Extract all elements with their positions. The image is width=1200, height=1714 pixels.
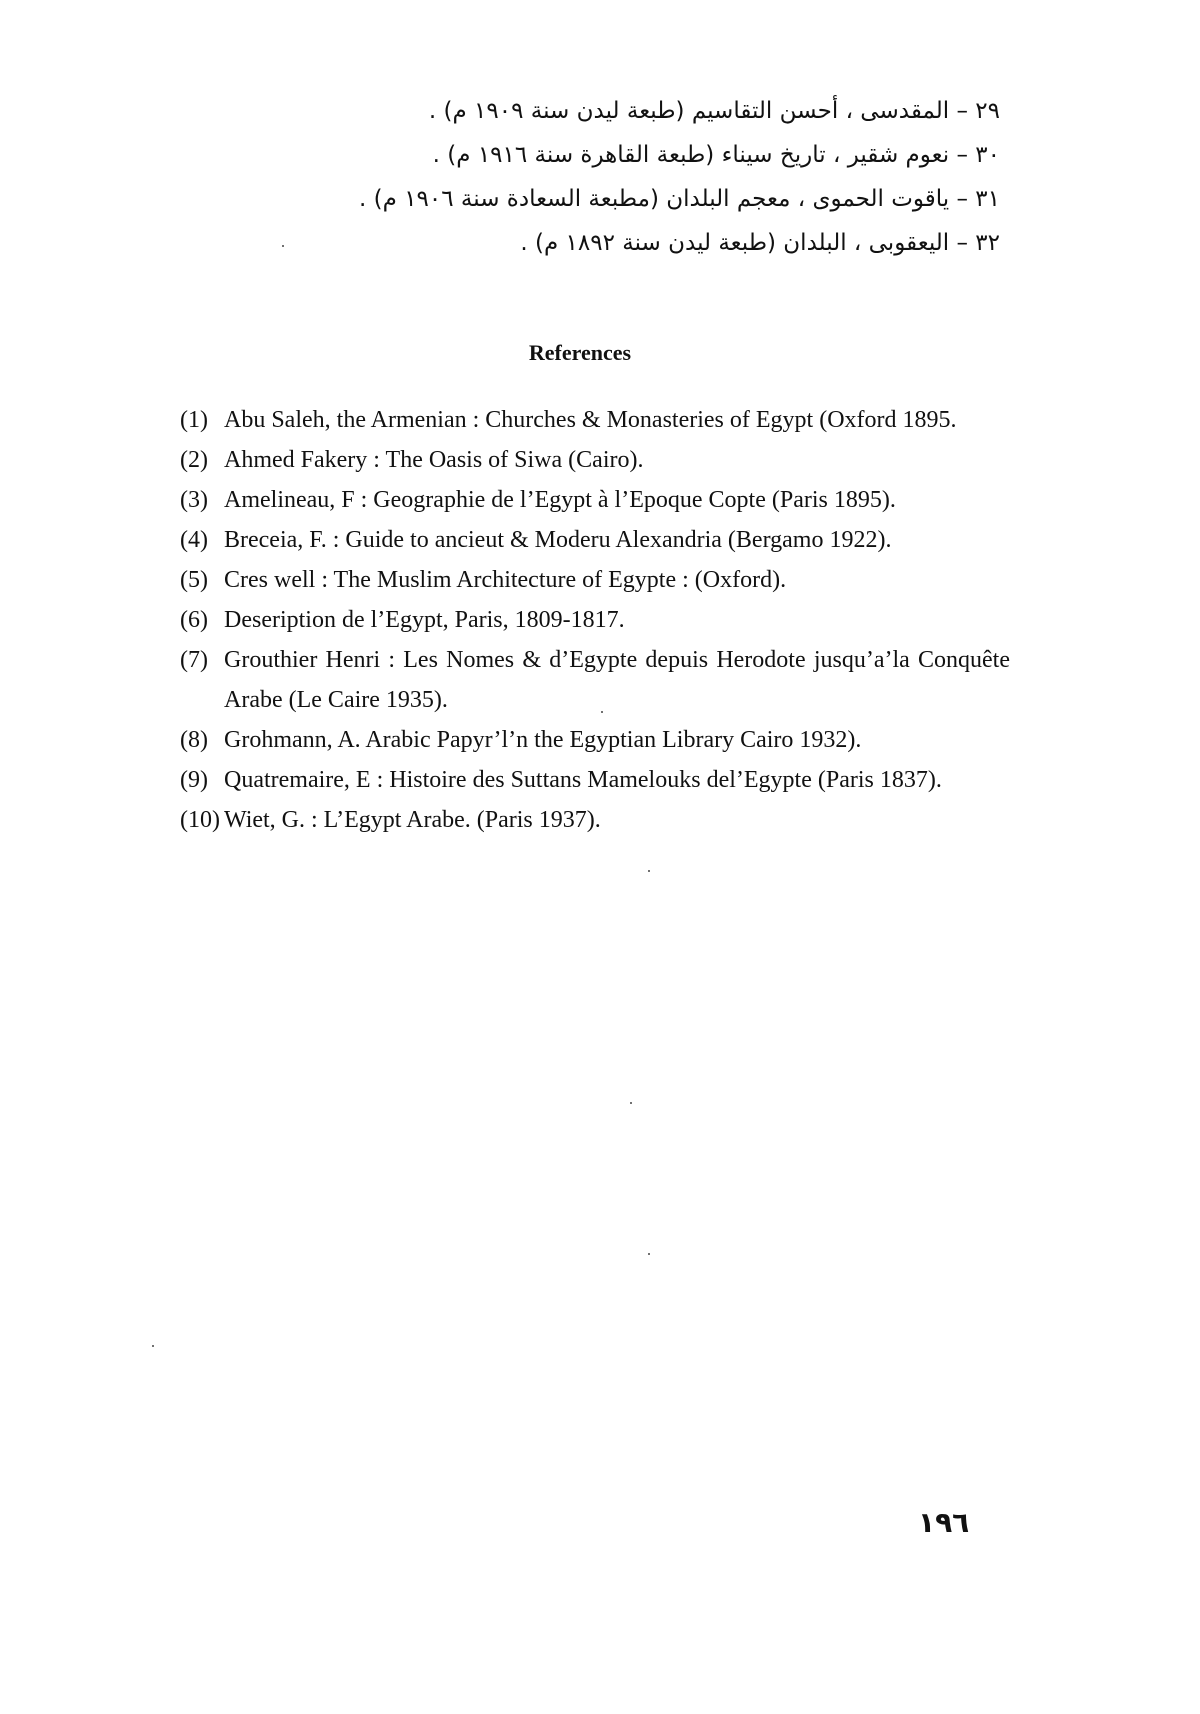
reference-number: (1) [180, 407, 208, 433]
reference-text: Abu Saleh, the Armenian : Churches & Monasteries of Egypt (Oxford 1895. [224, 407, 957, 433]
reference-text: Deseription de l’Egypt, Paris, 1809-1817. [224, 607, 625, 633]
reference-item [180, 760, 1010, 800]
reference-item [180, 440, 1010, 480]
reference-item [180, 800, 1010, 840]
reference-text: Ahmed Fakery : The Oasis of Siwa (Cairo). [224, 447, 644, 473]
reference-item [180, 480, 1010, 520]
scan-speck [630, 1102, 632, 1104]
reference-number: (4) [180, 527, 208, 553]
reference-text: Grohmann, A. Arabic Papyr’l’n the Egyptian Library Cairo 1932). [224, 727, 862, 753]
reference-text: Breceia, F. : Guide to ancieut & Moderu Alexandria (Bergamo 1922). [224, 527, 892, 553]
scan-speck [648, 1253, 650, 1255]
scan-speck [601, 711, 603, 713]
arabic-footnote-30: ٣٠ – نعوم شقير ، تاريخ سيناء (طبعة القاهرة سنة ١٩١٦ م) . [432, 142, 1000, 168]
reference-number: (7) [180, 647, 208, 673]
reference-number: (5) [180, 567, 208, 593]
reference-number: (8) [180, 727, 208, 753]
reference-text: Amelineau, F : Geographie de l’Egypt à l’Epoque Copte (Paris 1895). [224, 487, 896, 513]
scan-speck [152, 1345, 154, 1347]
scan-speck [282, 245, 284, 247]
arabic-footnote-29: ٢٩ – المقدسى ، أحسن التقاسيم (طبعة ليدن سنة ١٩٠٩ م) . [428, 98, 1000, 124]
scan-speck [648, 870, 650, 872]
reference-number: (3) [180, 487, 208, 513]
arabic-footnote-31: ٣١ – ياقوت الحموى ، معجم البلدان (مطبعة السعادة سنة ١٩٠٦ م) . [359, 186, 1000, 212]
reference-item [180, 640, 1010, 720]
reference-item [180, 600, 1010, 640]
page-number: ١٩٦ [918, 1506, 970, 1539]
reference-item [180, 560, 1010, 600]
reference-text: Quatremaire, E : Histoire des Suttans Mamelouks del’Egypte (Paris 1837). [224, 767, 942, 793]
arabic-footnote-32: ٣٢ – اليعقوبى ، البلدان (طبعة ليدن سنة ١٨٩٢ م) . [520, 230, 1000, 256]
references-list [180, 400, 1010, 840]
arabic-footnotes [0, 92, 1200, 262]
reference-text: Wiet, G. : L’Egypt Arabe. (Paris 1937). [224, 807, 601, 833]
reference-number: (2) [180, 447, 208, 473]
reference-number: (10) [180, 807, 220, 833]
references-heading: References [528, 340, 632, 365]
reference-text: Cres well : The Muslim Architecture of Egypte : (Oxford). [224, 567, 787, 593]
reference-item [180, 520, 1010, 560]
reference-number: (6) [180, 607, 208, 633]
reference-number: (9) [180, 767, 208, 793]
reference-item [180, 400, 1010, 440]
reference-item [180, 720, 1010, 760]
reference-text: Grouthier Henri : Les Nomes & d’Egypte depuis Herodote jusqu’a’la Conquête Arabe (Le Caire 1935). [224, 647, 1010, 713]
